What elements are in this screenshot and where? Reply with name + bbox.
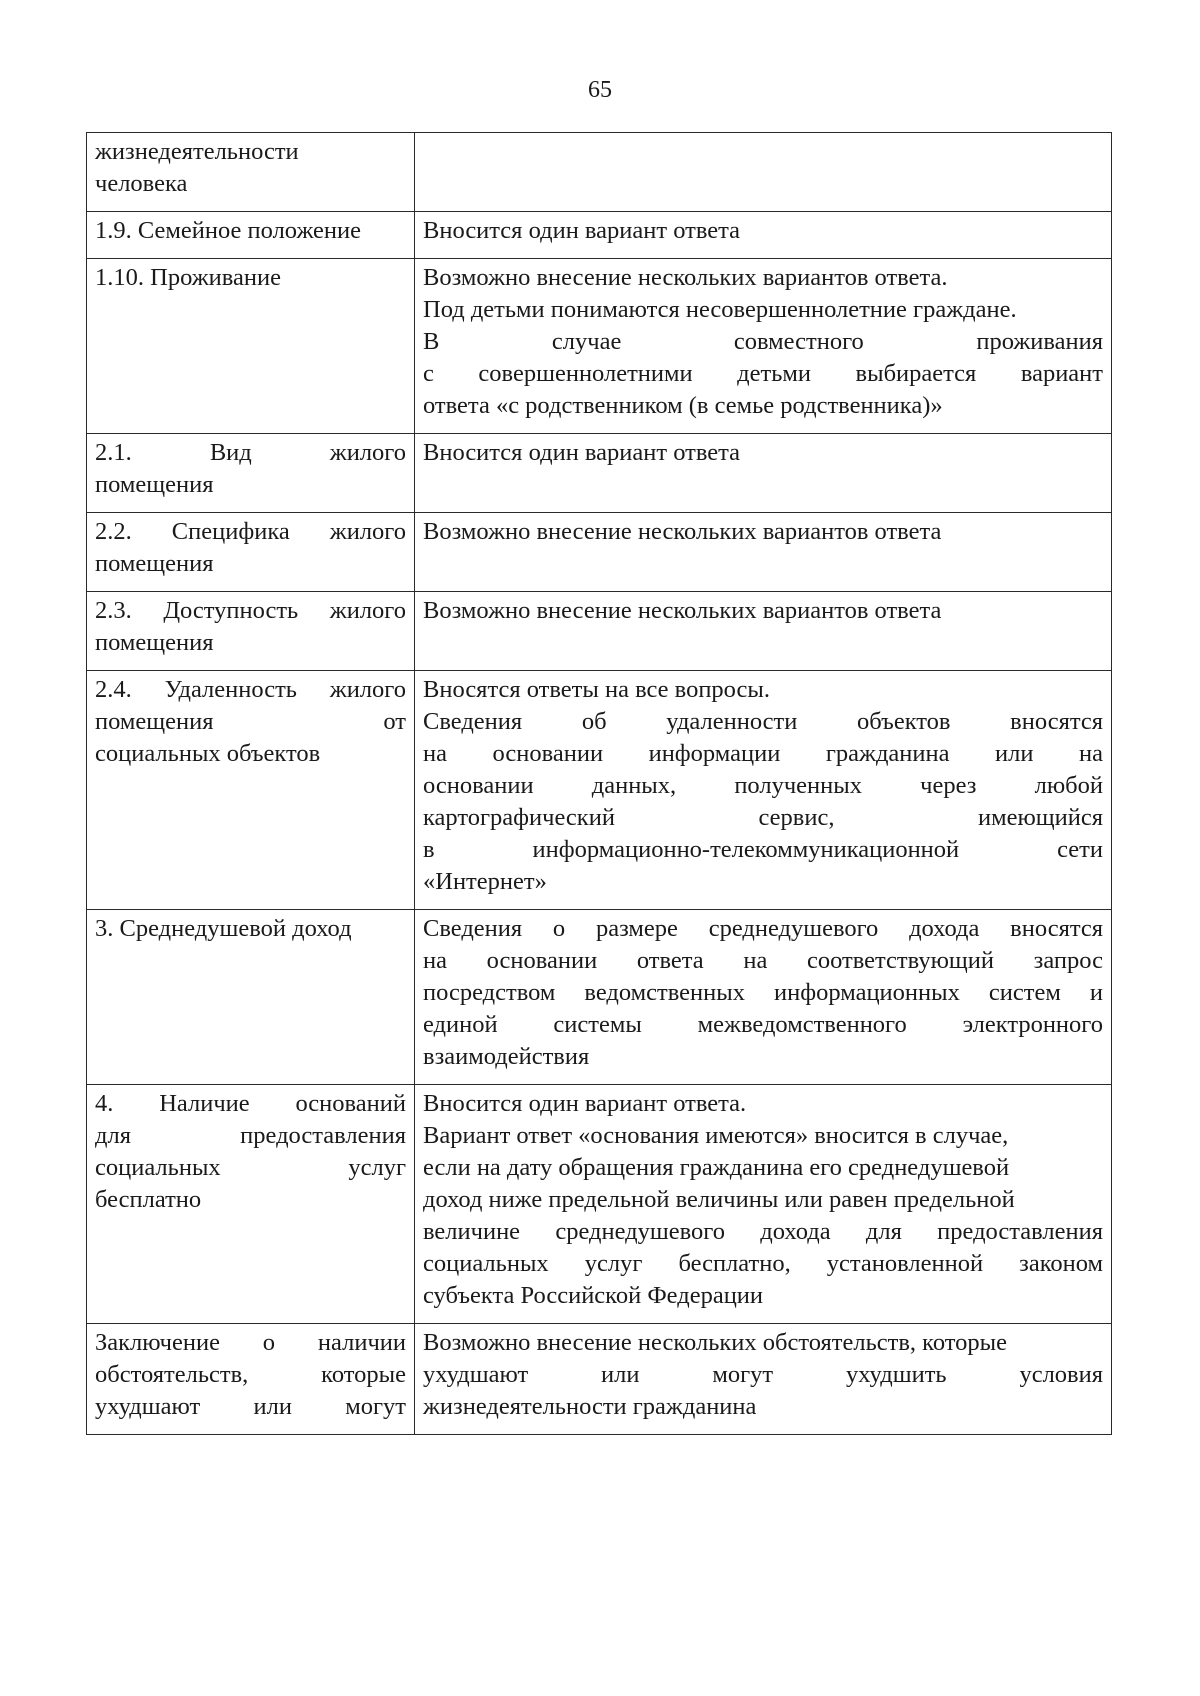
row-label-line: помещения <box>95 629 214 656</box>
row-description-cell <box>415 434 1112 513</box>
row-label-line: 4. Наличие оснований <box>95 1090 406 1117</box>
table-row <box>87 592 1112 671</box>
row-description-line: Вносятся ответы на все вопросы. <box>423 676 770 703</box>
row-description-line: Под детьми понимаются несовершеннолетние граждане. <box>423 296 1017 323</box>
row-description-line: единой системы межведомственного электронного <box>423 1011 1103 1038</box>
table-row <box>87 1324 1112 1435</box>
row-label-line: 2.3. Доступность жилого <box>95 597 406 624</box>
row-description-line: В случае совместного проживания <box>423 328 1103 355</box>
document-table <box>86 132 1112 1435</box>
row-label-line: обстоятельств, которые <box>95 1361 406 1388</box>
row-description-line: доход ниже предельной величины или равен предельной <box>423 1186 1015 1213</box>
row-description-line: на основании ответа на соответствующий запрос <box>423 947 1103 974</box>
row-description-line: Возможно внесение нескольких вариантов ответа <box>423 597 942 624</box>
row-label-line: социальных услуг <box>95 1154 406 1181</box>
table-row <box>87 259 1112 434</box>
row-description-line: на основании информации гражданина или на <box>423 740 1103 767</box>
row-label-line: бесплатно <box>95 1186 202 1213</box>
row-description-cell <box>415 513 1112 592</box>
table-row <box>87 910 1112 1085</box>
row-description-line: величине среднедушевого дохода для предоставления <box>423 1218 1103 1245</box>
row-label-line: жизнедеятельности <box>95 138 299 165</box>
row-description-cell <box>415 1324 1112 1435</box>
row-description-line: Вносится один вариант ответа <box>423 217 741 244</box>
row-description-line: взаимодействия <box>423 1043 590 1070</box>
row-description-line: Возможно внесение нескольких вариантов ответа. <box>423 264 948 291</box>
row-description-cell <box>415 1085 1112 1324</box>
row-label-cell <box>87 910 415 1085</box>
row-label-cell <box>87 1085 415 1324</box>
row-label-cell <box>87 671 415 910</box>
row-description-line: Возможно внесение нескольких вариантов ответа <box>423 518 942 545</box>
row-label-line: помещения <box>95 550 214 577</box>
row-description-line: социальных услуг бесплатно, установленной законом <box>423 1250 1103 1277</box>
row-label-line: 1.9. Семейное положение <box>95 217 362 244</box>
row-description-cell <box>415 910 1112 1085</box>
row-label-line: человека <box>95 170 188 197</box>
row-description-line: Возможно внесение нескольких обстоятельств, которые <box>423 1329 1007 1356</box>
row-description-line: Сведения о размере среднедушевого дохода вносятся <box>423 915 1103 942</box>
row-description-line: Сведения об удаленности объектов вносятся <box>423 708 1103 735</box>
row-label-line: социальных объектов <box>95 740 321 767</box>
row-description-cell <box>415 133 1112 212</box>
table-row <box>87 212 1112 259</box>
row-description-cell <box>415 592 1112 671</box>
row-description-line: с совершеннолетними детьми выбирается вариант <box>423 360 1103 387</box>
row-label-cell <box>87 592 415 671</box>
row-label-line: ухудшают или могут <box>95 1393 406 1420</box>
row-description-cell <box>415 212 1112 259</box>
row-description-line: если на дату обращения гражданина его среднедушевой <box>423 1154 1010 1181</box>
row-description-line: ответа «с родственником (в семье родственника)» <box>423 392 943 419</box>
row-description-line: в информационно-телекоммуникационной сети <box>423 836 1103 863</box>
row-label-line: 2.1. Вид жилого <box>95 439 406 466</box>
table-body <box>87 133 1112 1435</box>
row-description-cell <box>415 259 1112 434</box>
row-description-line: картографический сервис, имеющийся <box>423 804 1103 831</box>
row-label-cell <box>87 434 415 513</box>
row-description-line: субъекта Российской Федерации <box>423 1282 764 1309</box>
row-label-line: 2.2. Специфика жилого <box>95 518 406 545</box>
row-description-line: «Интернет» <box>423 868 547 895</box>
row-description-line: жизнедеятельности гражданина <box>423 1393 757 1420</box>
table-row <box>87 434 1112 513</box>
row-label-line: 2.4. Удаленность жилого <box>95 676 406 703</box>
row-label-line: помещения <box>95 471 214 498</box>
row-label-line: 1.10. Проживание <box>95 264 281 291</box>
page-number: 65 <box>588 77 612 103</box>
row-description-line: основании данных, полученных через любой <box>423 772 1103 799</box>
row-label-line: помещения от <box>95 708 406 735</box>
row-label-cell <box>87 513 415 592</box>
row-description-line: ухудшают или могут ухудшить условия <box>423 1361 1103 1388</box>
row-description-line: Вариант ответ «основания имеются» вносится в случае, <box>423 1122 1009 1149</box>
row-label-cell <box>87 212 415 259</box>
table-row <box>87 671 1112 910</box>
row-description-line: Вносится один вариант ответа. <box>423 1090 747 1117</box>
row-description-line: посредством ведомственных информационных систем и <box>423 979 1103 1006</box>
table-row <box>87 1085 1112 1324</box>
row-label-line: для предоставления <box>95 1122 406 1149</box>
table-row <box>87 513 1112 592</box>
row-description-line: Вносится один вариант ответа <box>423 439 741 466</box>
row-label-cell <box>87 1324 415 1435</box>
row-label-cell <box>87 133 415 212</box>
row-description-cell <box>415 671 1112 910</box>
row-label-line: Заключение о наличии <box>95 1329 406 1356</box>
row-label-line: 3. Среднедушевой доход <box>95 915 352 942</box>
row-label-cell <box>87 259 415 434</box>
table-row <box>87 133 1112 212</box>
